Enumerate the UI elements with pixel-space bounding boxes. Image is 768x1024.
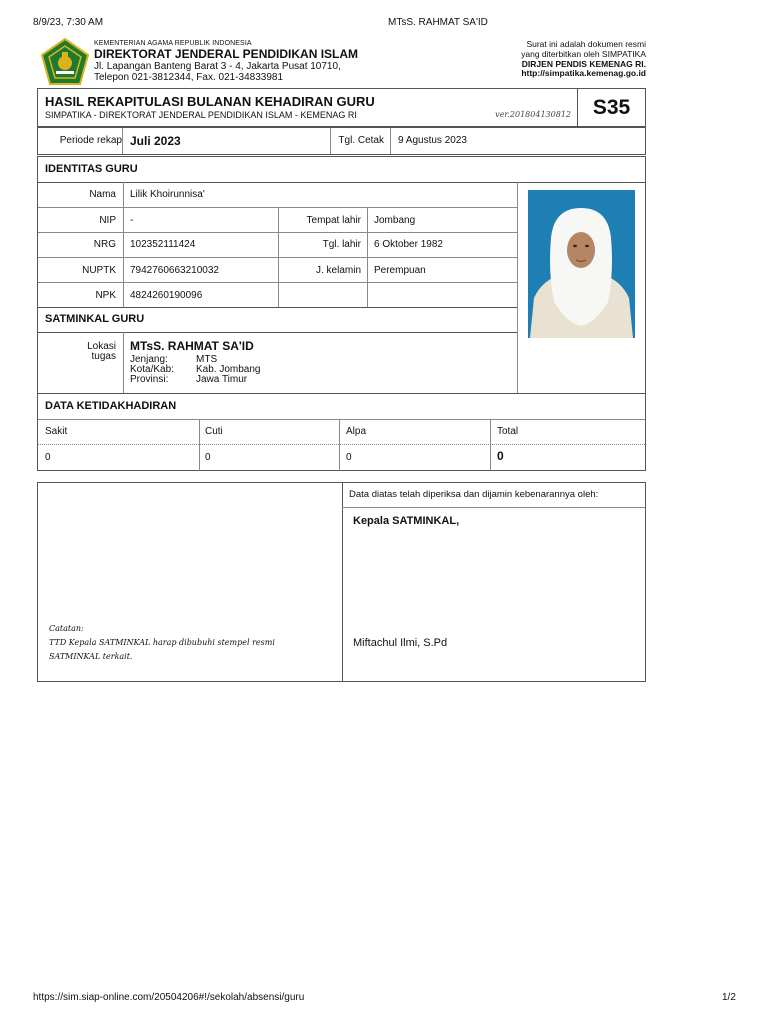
signer-name: Miftachul Ilmi, S.Pd <box>353 637 448 649</box>
identitas-heading: IDENTITAS GURU <box>45 163 138 175</box>
column-divider <box>490 419 491 471</box>
lokasi-label-line2: tugas <box>91 351 116 362</box>
tgl-lahir-label: Tgl. lahir <box>322 239 361 250</box>
signature-divider <box>342 483 343 681</box>
signature-box <box>37 482 646 682</box>
label-column-divider <box>123 182 124 307</box>
alpa-label: Alpa <box>346 426 367 437</box>
jenjang-label: Jenjang: <box>130 354 168 365</box>
npk-label: NPK <box>95 290 116 301</box>
print-url: https://sim.siap-online.com/20504206#!/sekolah/absensi/guru <box>33 992 305 1003</box>
provinsi-value: Jawa Timur <box>196 374 248 385</box>
divider <box>342 507 645 508</box>
note-title: Catatan: <box>49 624 84 633</box>
ministry-name: KEMENTERIAN AGAMA REPUBLIK INDONESIA <box>94 40 252 47</box>
nip-label: NIP <box>99 215 116 226</box>
ketidakhadiran-heading: DATA KETIDAKHADIRAN <box>45 400 177 412</box>
divider <box>38 393 645 394</box>
print-title: MTsS. RAHMAT SA'ID <box>388 17 488 28</box>
cuti-label: Cuti <box>205 426 223 437</box>
npk-value: 4824260190096 <box>130 290 203 301</box>
jenis-kelamin-value: Perempuan <box>374 265 426 276</box>
tempat-lahir-label: Tempat lahir <box>306 215 361 226</box>
report-subtitle: SIMPATIKA - DIREKTORAT JENDERAL PENDIDIKAN ISLAM - KEMENAG RI <box>45 110 357 120</box>
periode-divider-3 <box>390 128 391 154</box>
periode-row <box>37 127 646 155</box>
note-line-3: DIRJEN PENDIS KEMENAG RI. <box>521 58 646 69</box>
address: Jl. Lapangan Banteng Barat 3 - 4, Jakarta Pusat 10710, <box>94 60 341 72</box>
total-label: Total <box>497 426 519 437</box>
nama-value: Lilik Khoirunnisa' <box>130 189 205 200</box>
note-line-1: Surat ini adalah dokumen resmi <box>526 39 646 49</box>
divider <box>38 332 517 333</box>
sakit-value: 0 <box>45 452 51 463</box>
note-line-2: SATMINKAL terkait. <box>49 652 133 661</box>
divider <box>38 307 517 308</box>
kota-value: Kab. Jombang <box>196 364 261 375</box>
report-code: S35 <box>577 89 645 126</box>
periode-divider-1 <box>122 128 123 154</box>
kemenag-logo-icon <box>40 38 90 86</box>
note-line-2: yang diterbitkan oleh SIMPATIKA <box>521 48 646 59</box>
nama-label: Nama <box>89 189 116 200</box>
lokasi-label-line1: Lokasi <box>87 341 116 352</box>
sakit-label: Sakit <box>45 426 68 437</box>
nuptk-value: 7942760663210032 <box>130 265 219 276</box>
print-page-number: 1/2 <box>722 992 736 1003</box>
column-divider <box>199 419 200 471</box>
alpa-value: 0 <box>346 452 352 463</box>
lokasi-column-divider <box>123 332 124 393</box>
header-institution <box>94 40 358 84</box>
nip-value: - <box>130 215 134 226</box>
directorate-name: DIREKTORAT JENDERAL PENDIDIKAN ISLAM <box>94 47 359 62</box>
report-title-box <box>37 88 646 127</box>
photo-column-divider <box>517 182 518 393</box>
note-line-1: TTD Kepala SATMINKAL harap dibubuhi stempel resmi <box>49 638 275 647</box>
report-version: ver.201804130812 <box>495 110 571 119</box>
dotted-divider <box>38 444 645 445</box>
signer-role: Kepala SATMINKAL, <box>353 515 460 527</box>
nrg-value: 102352111424 <box>130 239 196 250</box>
tgl-lahir-value: 6 Oktober 1982 <box>374 239 443 250</box>
print-date-value: 9 Agustus 2023 <box>398 135 467 146</box>
tempat-lahir-value: Jombang <box>374 215 416 226</box>
jenjang-value: MTS <box>196 354 218 365</box>
print-datetime: 8/9/23, 7:30 AM <box>33 17 104 28</box>
note-line-4: http://simpatika.kemenag.go.id <box>521 68 646 79</box>
header-official-note <box>521 40 646 79</box>
teacher-photo <box>528 190 635 338</box>
satminkal-heading: SATMINKAL GURU <box>45 313 145 325</box>
column-divider <box>339 419 340 471</box>
total-value: 0 <box>497 449 504 463</box>
jenis-kelamin-label: J. kelamin <box>315 265 361 276</box>
nrg-label: NRG <box>93 239 116 250</box>
print-date-label: Tgl. Cetak <box>338 135 384 146</box>
phone-fax: Telepon 021-3812344, Fax. 021-34833981 <box>94 72 284 84</box>
divider <box>38 419 645 420</box>
report-title: HASIL REKAPITULASI BULANAN KEHADIRAN GURU <box>45 94 375 109</box>
cuti-value: 0 <box>205 452 211 463</box>
kota-label: Kota/Kab: <box>130 364 174 375</box>
divider <box>38 182 645 183</box>
periode-label: Periode rekap <box>59 135 122 146</box>
mid-label-divider <box>367 207 368 307</box>
school-name: MTsS. RAHMAT SA'ID <box>130 339 254 353</box>
periode-value: Juli 2023 <box>130 134 181 148</box>
nuptk-label: NUPTK <box>82 265 116 276</box>
verification-text: Data diatas telah diperiksa dan dijamin kebenarannya oleh: <box>349 489 599 500</box>
provinsi-label: Provinsi: <box>130 374 169 385</box>
